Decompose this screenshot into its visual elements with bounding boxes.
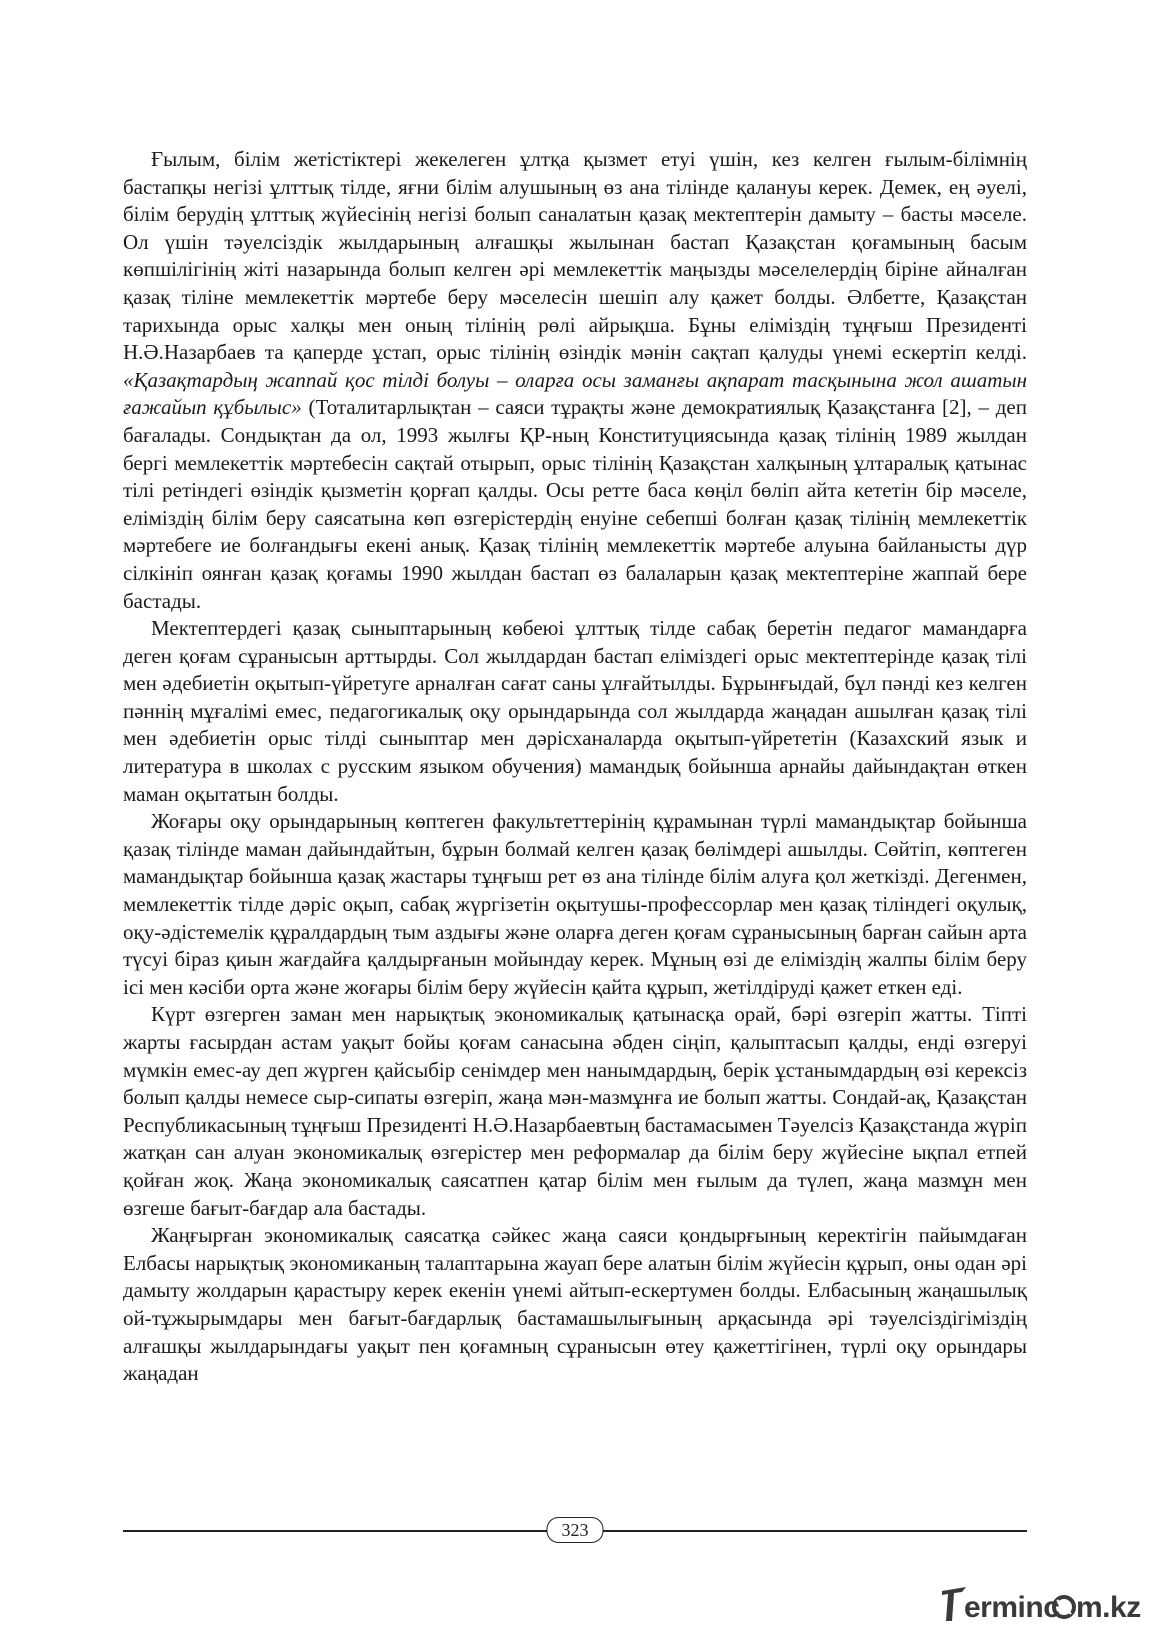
paragraph-text: (Тоталитарлықтан – саяси тұрақты және демократиялық Қазақстанға [2], – деп бағалады. Сондықтан да ол, 1993 жылғы ҚР-ның Конституциясында қазақ тілінің 1989 жылдан бергі мемлекеттік мәртебесін сақтай отырып, орыс тілінің Қазақстан халқының ұлтаралық қатынас тілі ретіндегі өзіндік қызметін қорғап қалды. Осы ретте баса көңіл бөліп айта кететін бір мәселе, еліміздің білім беру саясатына көп өзгерістердің енуіне себепші болған қазақ тілінің мемлекеттік мәртебеге ие болғандығы екені анық. Қазақ тілінің мемлекеттік мәртебе алуына байланысты дүр сілкініп оянған қазақ қоғамы 1990 жылдан бастап өз балаларын қазақ мектептеріне жаппай бере бастады. (123, 395, 1027, 613)
paragraph-text: Жаңғырған экономикалық саясатқа сәйкес жаңа саяси қондырғының керектігін пайымдаған Елбасы нарықтық экономиканың талаптарына жауап бере алатын білім жүйесін құрып, оны одан әрі дамыту жолдарын қарастыру керек екенін үнемі айтып-ескертумен болды. Елбасының жаңашылық ой-тұжырымдары мен бағыт-бағдарлық бастамашылығының арқасында әрі тәуелсіздігіміздің алғашқы жылдарындағы уақыт пен қоғамның сұранысын өтеу қажеттігінен, түрлі оқу орындары жаңадан (123, 1223, 1027, 1386)
paragraph-text: Ғылым, білім жетістіктері жекелеген ұлтқа қызмет етуі үшін, кез келген ғылым-білімнің бастапқы негізі ұлттық тілде, яғни білім алушының өз ана тілінде қалануы керек. Демек, ең әуелі, білім берудің ұлттық жүйесінің негізі болып саналатын қазақ мектептерін дамыту – басты мәселе. Ол үшін тәуелсіздік жылдарының алғашқы жылынан бастап Қазақстан қоғамының басым көпшілігінің жіті назарында болып келген әрі мемлекеттік маңызды мәселелердің біріне айналған қазақ тіліне мемлекеттік мәртебе беру мәселесін шешіп алу қажет болды. Әлбетте, Қазақстан тарихында орыс халқы мен оның тілінің рөлі айрықша. Бұны еліміздің тұңғыш Президенті Н.Ә.Назарбаев та қаперде ұстап, орыс тілінің өзіндік мәнін сақтап қалуды үнемі ескертіп келді. (123, 147, 1027, 365)
quotation-italic: «Қазақтардың жаппай қос тілді болуы – оларға осы заманғы ақпарат тасқынына жол ашатын ғажайып құбылыс» (123, 367, 1027, 420)
paragraph-1 (123, 146, 1027, 615)
paragraph-text: Күрт өзгерген заман мен нарықтық экономикалық қатынасқа орай, бәрі өзгеріп жатты. Тіпті жарты ғасырдан астам уақыт бойы қоғам санасына әбден сіңіп, қалыптасып қалды, енді өзгеруі мүмкін емес-ау деп жүрген қайсыбір сенімдер мен нанымдардың, берік ұстанымдардың өзі керексіз болып қалды немесе сыр-сипаты өзгеріп, жаңа мән-мазмұнға ие болып жатты. Сондай-ақ, Қазақстан Республикасының тұңғыш Президенті Н.Ә.Назарбаевтың бастамасымен Тәуелсіз Қазақстанда жүріп жатқан сан алуан экономикалық өзгерістер мен реформалар да білім беру жүйесіне ықпал етпей қойған жоқ. Жаңа экономикалық саясатпен қатар білім мен ғылым да түлеп, жаңа мазмұн мен өзгеше бағыт-бағдар ала бастады. (123, 1002, 1027, 1220)
paragraph-3 (123, 808, 1027, 1001)
paragraph-5 (123, 1222, 1027, 1388)
logo-text-right: m.kz (1076, 1591, 1141, 1624)
logo-graphic (940, 1583, 1145, 1627)
document-body (123, 146, 1027, 1388)
paragraph-2 (123, 615, 1027, 808)
paragraph-text: Жоғары оқу орындарының көптеген факультеттерінің құрамынан түрлі мамандықтар бойынша қазақ тілінде маман дайындайтын, бұрын болмай келген қазақ бөлімдері ашылды. Сөйтіп, көптеген мамандықтар бойынша қазақ жастары тұңғыш рет өз ана тілінде білім алуға қол жеткізді. Дегенмен, мемлекеттік тілде дәріс оқып, сабақ жүргізетін оқытушы-профессорлар мен қазақ тіліндегі оқулық, оқу-әдістемелік құралдардың тым аздығы және оларға деген қоғам сұранысының барған сайын арта түсуі біраз қиын жағдайға қалдырғанын мойындау керек. Мұның өзі де еліміздің жалпы білім беру ісі мен кәсіби орта және жоғары білім беру жүйесін қайта құрып, жетілдіруді қажет еткен еді. (123, 809, 1027, 999)
logo-text-mid: erminc (964, 1591, 1060, 1624)
paragraph-4 (123, 1001, 1027, 1222)
page-number: 323 (547, 1517, 604, 1543)
paragraph-text: Мектептердегі қазақ сыныптарының көбеюі ұлттық тілде сабақ беретін педагог мамандарға деген қоғам сұранысын арттырды. Сол жылдардан бастап еліміздегі орыс мектептерінде қазақ тілі мен әдебиетін оқытып-үйретуге арналған сағат саны ұлғайтылды. Бұрынғыдай, бұл пәнді кез келген пәннің мұғалімі емес, педагогикалық оқу орындарында сол жылдарда жаңадан ашылған қазақ тілі мен әдебиетін орыс тілді сыныптар мен дәрісханаларда оқытып-үйрететін (Казахский язык и литература в школах с русским языком обучения) мамандық бойынша арнайы дайындақтан өткен маман оқытатын болды. (123, 616, 1027, 806)
termincom-watermark-logo (940, 1583, 1145, 1627)
page-footer (123, 1515, 1027, 1545)
